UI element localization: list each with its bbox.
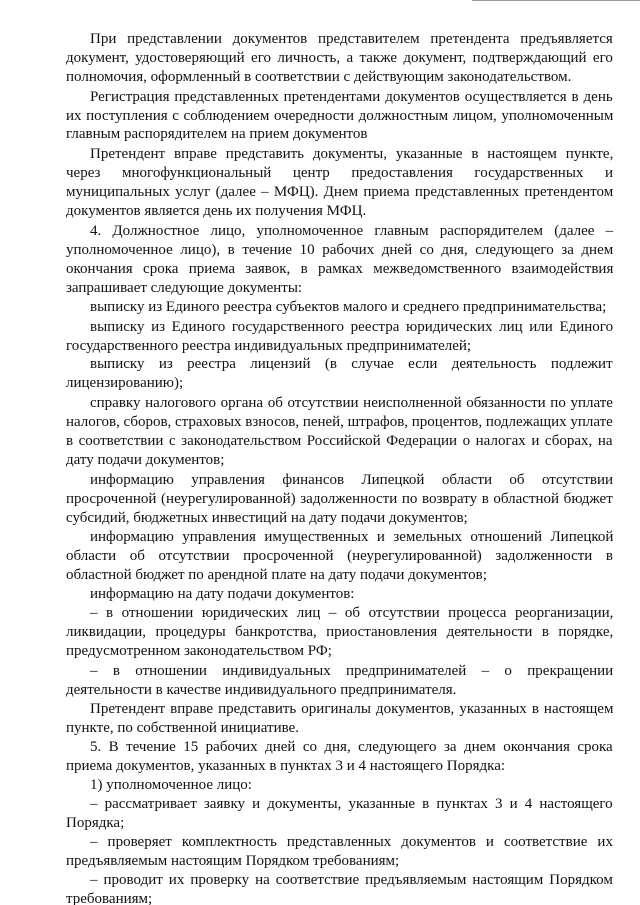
document-text-line: документ, удостоверяющий его личность, а также документ, подтверждающий его [66, 50, 613, 66]
document-text-line: Претендент вправе представить документы, указанные в настоящем пункте, [90, 146, 614, 162]
document-text-line: Регистрация представленных претендентами документов осуществляется в день [90, 89, 613, 105]
document-text-line: Порядка; [66, 815, 125, 831]
document-text-line: требованиям; [66, 891, 153, 905]
document-text-line: налогов, сборов, страховых взносов, пеней, штрафов, процентов, подлежащих уплате [66, 414, 613, 430]
document-text-line: уполномоченное лицо), в течение 10 рабочих дней со дня, следующего за днем [66, 242, 614, 258]
document-text-line: – рассматривает заявку и документы, указанные в пунктах 3 и 4 настоящего [90, 796, 613, 812]
document-text-line: областной бюджет по арендной плате на дату подачи документов; [66, 567, 487, 583]
document-text-line: дату подачи документов; [66, 452, 225, 468]
document-text-line: субсидий, бюджетных инвестиций на дату подачи документов; [66, 510, 468, 526]
document-text-line: деятельности в качестве индивидуального предпринимателя. [66, 682, 457, 698]
document-text-line: – проводит их проверку на соответствие предъявляемым настоящим Порядком [90, 872, 613, 888]
document-text-line: документов является день их получения МФЦ. [66, 203, 367, 219]
document-text-line: информацию на дату подачи документов: [90, 586, 355, 602]
document-text-line: их поступления с соблюдением очередности должностным лицом, уполномоченным [66, 108, 614, 124]
document-text-line: выписку из реестра лицензий (в случае если деятельность подлежит [90, 356, 613, 372]
document-text-line: области об отсутствии просроченной (неурегулированной) задолженности в [66, 548, 613, 564]
document-text-line: ликвидации, процедуры банкротства, приостановления деятельности в порядке, [66, 624, 614, 640]
document-text-line: справку налогового органа об отсутствии неисполненной обязанности по уплате [90, 395, 613, 411]
document-text-line: – в отношении юридических лиц – об отсутствии процесса реорганизации, [90, 605, 614, 621]
document-text-line: полномочия, оформленный в соответствии с действующим законодательством. [66, 69, 572, 85]
document-text-line: предусмотренном законодательством РФ; [66, 643, 332, 659]
document-text-line: окончания срока приема заявок, в рамках межведомственного взаимодействия [66, 261, 614, 277]
document-text-line: приема документов, указанных в пунктах 3 и 4 настоящего Порядка: [66, 758, 506, 774]
document-text-line: муниципальных услуг (далее – МФЦ). Днем приема представленных претендентом [66, 184, 614, 200]
document-text-line: информацию управления имущественных и земельных отношений Липецкой [90, 529, 614, 545]
document-text-line: выписку из Единого реестра субъектов малого и среднего предпринимательства; [90, 299, 607, 315]
document-text-line: При представлении документов представителем претендента предъявляется [90, 31, 613, 47]
document-text-line: пункте, по собственной инициативе. [66, 720, 300, 736]
document-text-line: через многофункциональный центр предоставления государственных и [66, 165, 613, 181]
document-text-line: запрашивает следующие документы: [66, 280, 303, 296]
document-text-line: – проверяет комплектность представленных документов и соответствие их [90, 834, 613, 850]
document-text-line: 4. Должностное лицо, уполномоченное главным распорядителем (далее – [90, 223, 614, 239]
document-text-line: Претендент вправе представить оригиналы документов, указанных в настоящем [90, 701, 614, 717]
document-text-line: государственного реестра индивидуальных предпринимателей; [66, 338, 472, 354]
document-text-line: предъявляемым настоящим Порядком требованиям; [66, 853, 400, 869]
document-text-line: главным распорядителем на прием документов [66, 126, 368, 142]
document-text-line: – в отношении индивидуальных предпринимателей – о прекращении [90, 663, 614, 679]
document-text-line: лицензированию); [66, 375, 184, 391]
document-text-line: 5. В течение 15 рабочих дней со дня, следующего за днем окончания срока [90, 739, 613, 755]
document-text-line: 1) уполномоченное лицо: [90, 777, 252, 793]
document-text-line: информацию управления финансов Липецкой области об отсутствии [90, 472, 614, 488]
document-text-line: в соответствии с законодательством Российской Федерации о налогах и сборах, на [66, 433, 613, 449]
document-text-line: выписку из Единого государственного реестра юридических лиц или Единого [90, 319, 614, 335]
document-text-line: просроченной (неурегулированной) задолженности по возврату в областной бюджет [66, 491, 613, 507]
